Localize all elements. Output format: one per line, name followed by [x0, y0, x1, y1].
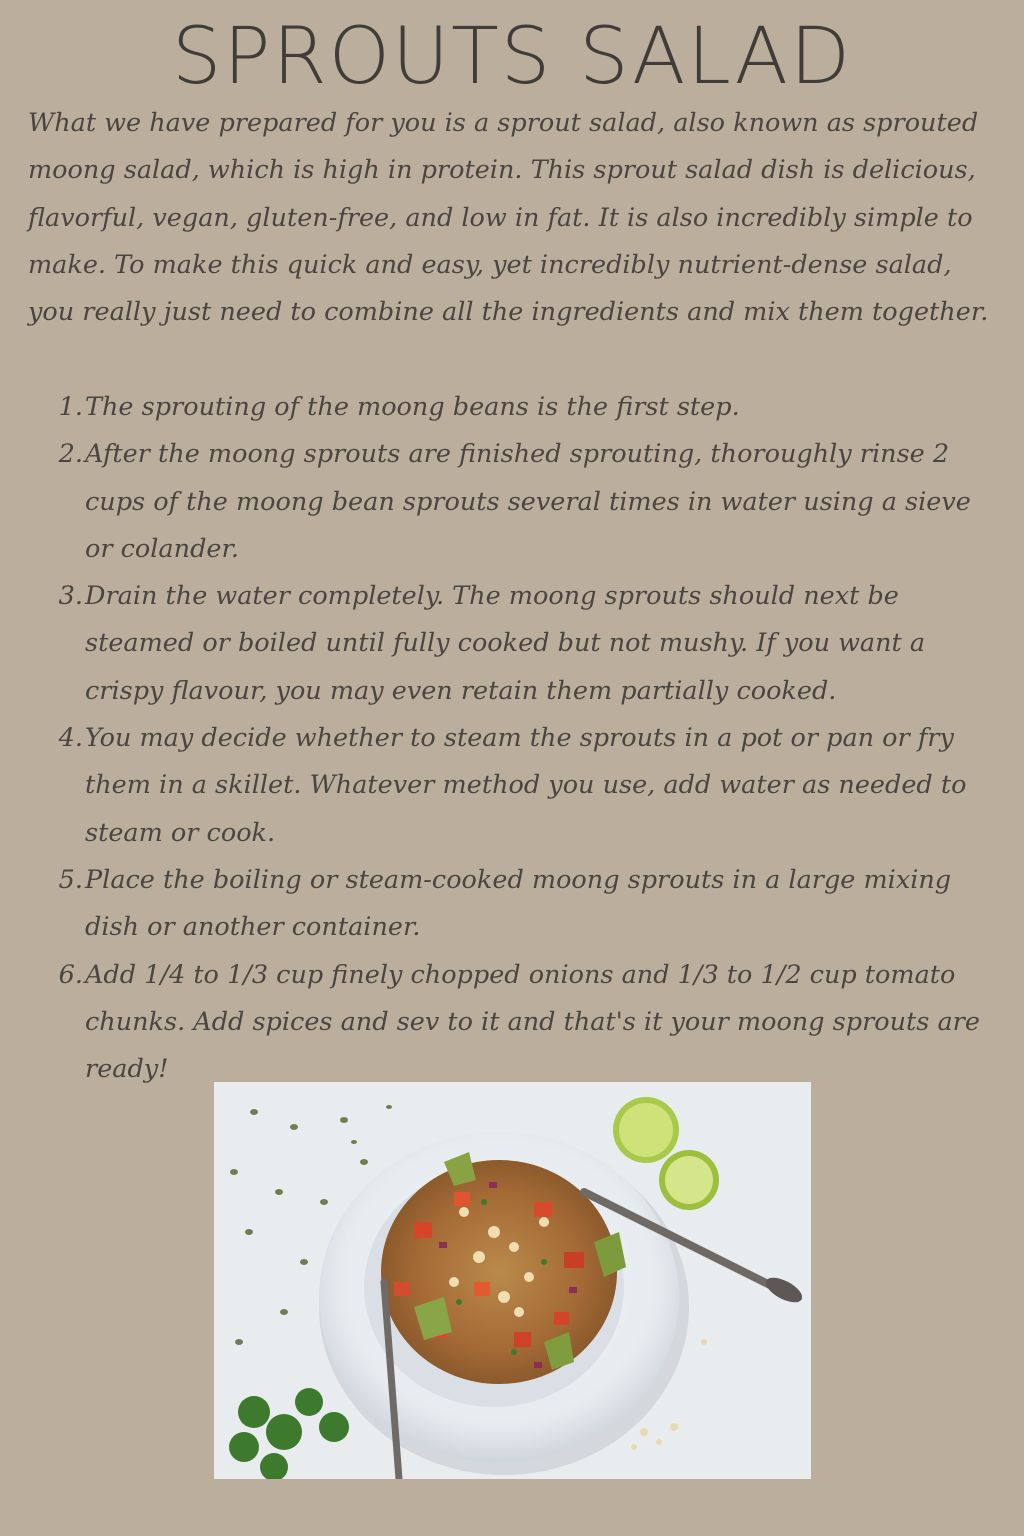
step-number: 1.	[58, 392, 83, 422]
steps-list	[28, 384, 990, 1093]
salad-photo	[214, 1082, 811, 1479]
step-text: The sprouting of the moong beans is the first step.	[85, 392, 740, 422]
intro-paragraph: What we have prepared for you is a sprout salad, also known as sprouted moong salad, which is high in protein. This sprout salad dish is delicious, flavorful, vegan, gluten-free, and low in fat. It is also incredibly simple to make. To make this quick and easy, yet incredibly nutrient-dense salad, you really just need to combine all the ingredients and mix them together.	[28, 108, 989, 328]
step-item	[28, 573, 990, 715]
step-number: 6.	[58, 959, 83, 990]
step-text: After the moong sprouts are finished sprouting, thoroughly rinse 2 cups of the moong bean sprouts several times in water using a sieve or colander.	[85, 439, 971, 564]
page-title: SPROUTS SALAD	[171, 12, 853, 102]
step-item	[28, 384, 990, 431]
step-number: 3.	[58, 581, 83, 612]
step-number: 4.	[58, 723, 83, 754]
step-text: Drain the water completely. The moong sprouts should next be steamed or boiled until fully cooked but not mushy. If you want a crispy flavour, you may even retain them partially cooked.	[85, 581, 926, 706]
step-text: Add 1/4 to 1/3 cup finely chopped onions and 1/3 to 1/2 cup tomato chunks. Add spices and sev to it and that's it your moong sprouts are ready!	[85, 959, 980, 1085]
step-item	[28, 715, 990, 857]
step-item	[28, 857, 990, 952]
step-text: Place the boiling or steam-cooked moong sprouts in a large mixing dish or another container.	[85, 864, 952, 943]
step-text: You may decide whether to steam the sprouts in a pot or pan or fry them in a skillet. Whatever method you use, add water as needed to steam or cook.	[85, 723, 967, 848]
step-item	[28, 431, 990, 573]
step-number: 2.	[58, 439, 83, 470]
step-item	[28, 952, 990, 1094]
step-number: 5.	[58, 864, 83, 895]
